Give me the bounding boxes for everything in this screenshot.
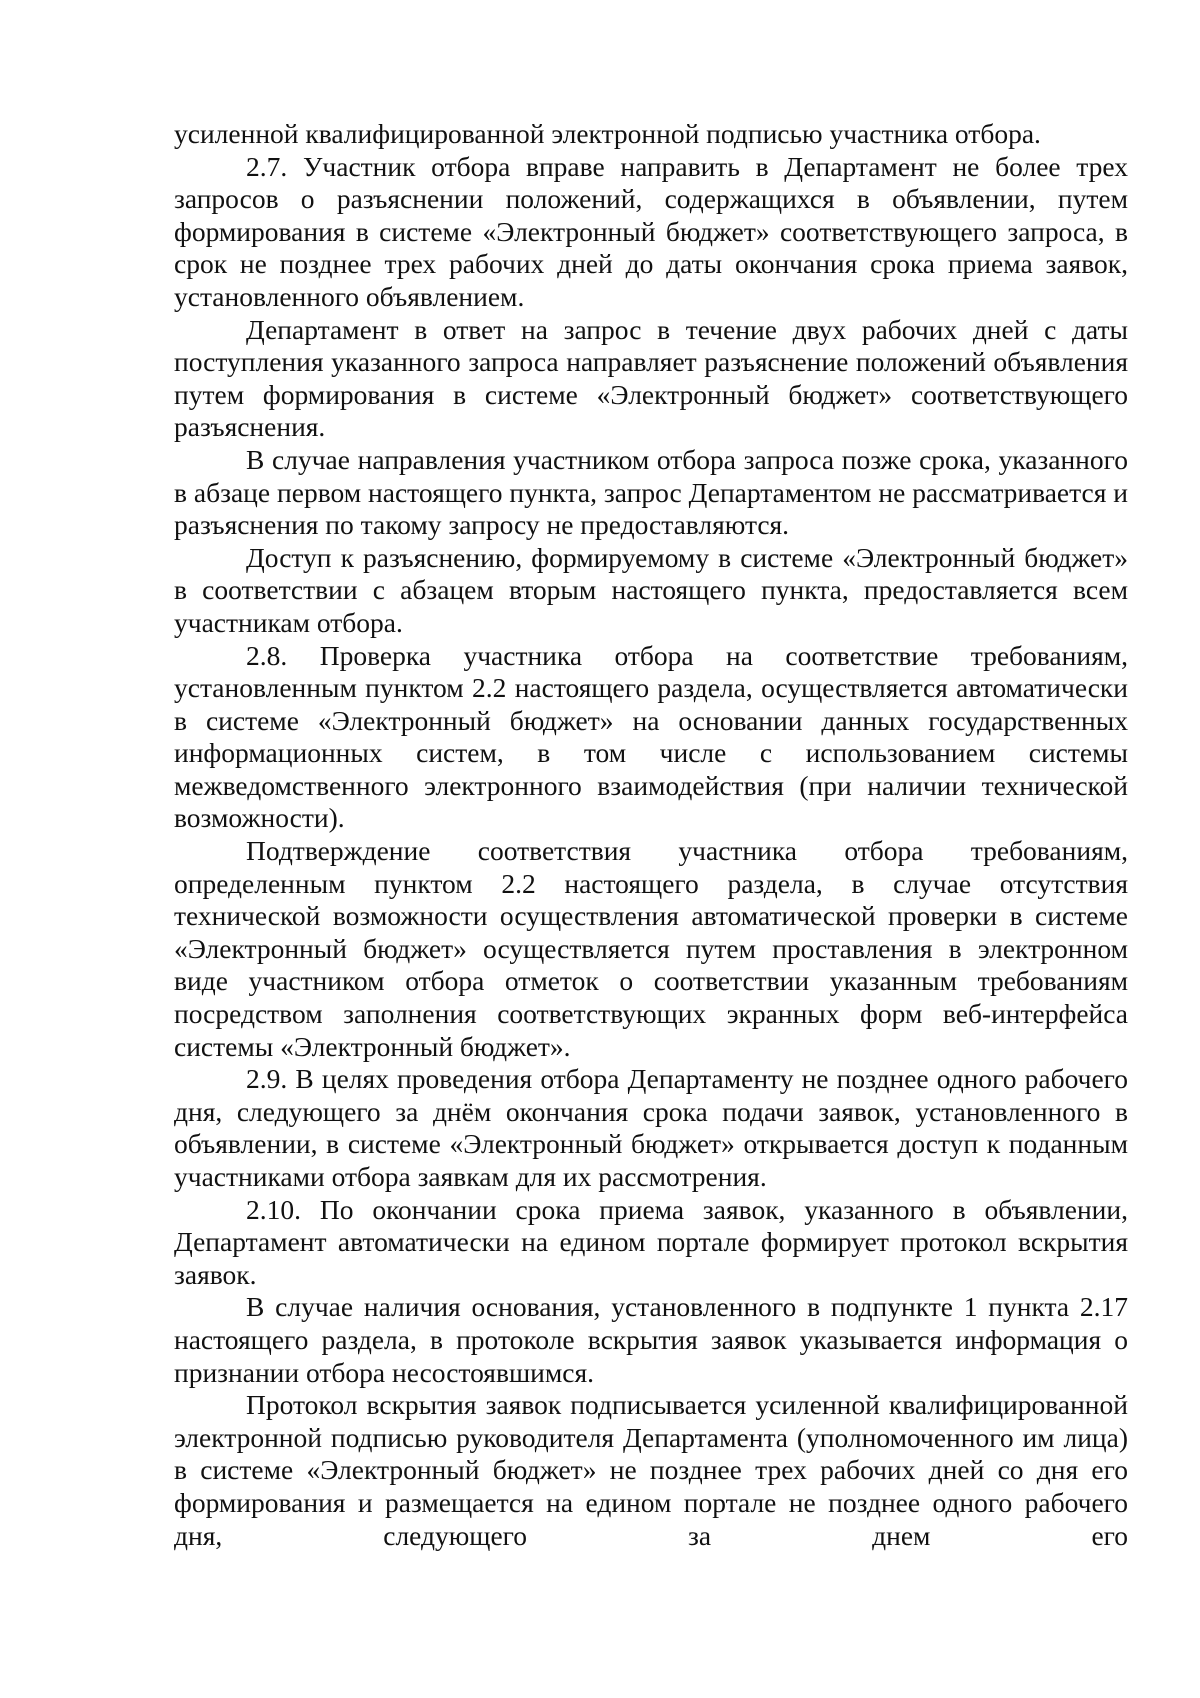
paragraph-2-9: 2.9. В целях проведения отбора Департаменту не позднее одного рабочего дня, следующего за днём окончания срока подачи заявок, установленного в объявлении, в системе «Электронный бюджет» открывается доступ к поданным участниками отбора заявкам для их рассмотрения. — [174, 1063, 1128, 1192]
paragraph-access-to-clarification: Доступ к разъяснению, формируемому в системе «Электронный бюджет» в соответствии с абзацем вторым настоящего пункта, предоставляется всем участникам отбора. — [174, 541, 1128, 638]
paragraph-2-7: 2.7. Участник отбора вправе направить в Департамент не более трех запросов о разъяснении положений, содержащихся в объявлении, путем формирования в системе «Электронный бюджет» соответствующего запроса, в срок не позднее трех рабочих дней до даты окончания срока приема заявок, установленного объявлением. — [174, 150, 1128, 312]
paragraph-continuation: усиленной квалифицированной электронной подписью участника отбора. — [174, 118, 1041, 149]
document-body — [174, 118, 1128, 1552]
paragraph-2-10: 2.10. По окончании срока приема заявок, указанного в объявлении, Департамент автоматически на едином портале формирует протокол вскрытия заявок. — [174, 1193, 1128, 1290]
paragraph-protocol-signing: Протокол вскрытия заявок подписывается усиленной квалифицированной электронной подписью руководителя Департамента (уполномоченного им лица) в системе «Электронный бюджет» не позднее трех рабочих дней со дня его формирования и размещается на едином портале не позднее одного рабочего дня, следующего за днем его — [174, 1389, 1128, 1551]
paragraph-failed-selection: В случае наличия основания, установленного в подпункте 1 пункта 2.17 настоящего раздела, в протоколе вскрытия заявок указывается информация о признании отбора несостоявшимся. — [174, 1291, 1128, 1388]
paragraph-2-8: 2.8. Проверка участника отбора на соответствие требованиям, установленным пунктом 2.2 настоящего раздела, осуществляется автоматически в системе «Электронный бюджет» на основании данных государственных информационных систем, в том числе с использованием системы межведомственного электронного взаимодействия (при наличии технической возможности). — [174, 639, 1128, 834]
paragraph-confirmation: Подтверждение соответствия участника отбора требованиям, определенным пунктом 2.2 настоящего раздела, в случае отсутствия технической возможности осуществления автоматической проверки в системе «Электронный бюджет» осуществляется путем проставления в электронном виде участником отбора отметок о соответствии указанным требованиям посредством заполнения соответствующих экранных форм веб-интерфейса системы «Электронный бюджет». — [174, 835, 1128, 1062]
paragraph-late-request: В случае направления участником отбора запроса позже срока, указанного в абзаце первом настоящего пункта, запрос Департаментом не рассматривается и разъяснения по такому запросу не предоставляются. — [174, 443, 1128, 541]
paragraph-department-response: Департамент в ответ на запрос в течение двух рабочих дней с даты поступления указанного запроса направляет разъяснение положений объявления путем формирования в системе «Электронный бюджет» соответствующего разъяснения. — [174, 313, 1128, 443]
